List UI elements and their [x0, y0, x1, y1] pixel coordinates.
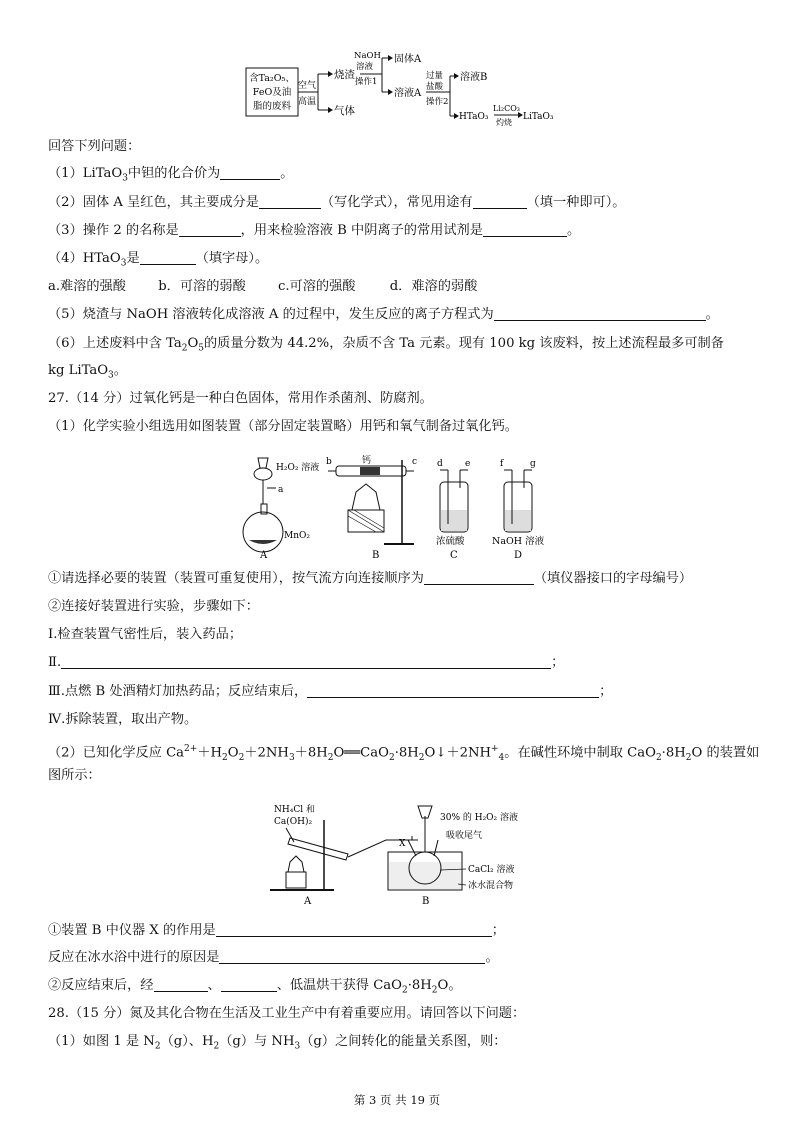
q27-q5e: O。 [437, 978, 462, 993]
label-tail-gas: 吸收尾气 [446, 831, 483, 841]
q26-s6c: 的质量分数为 44.2%，杂质不含 Ta 元素。现有 100 kg 该废料，按上述流程最多可制备 [204, 336, 724, 351]
q26-s4c: （填字母）。 [195, 251, 269, 266]
answer-blank[interactable] [216, 922, 492, 937]
apparatus-a [243, 458, 319, 561]
q27-q4a: 反应在冰水浴中进行的原因是 [48, 950, 220, 965]
q27-p2h: O↓＋2NH [424, 745, 491, 761]
q27-q5sub2: 2 [431, 985, 438, 996]
q26-options [48, 278, 477, 296]
flow-solution-a: 溶液A [394, 88, 422, 99]
label-calcium: 钙 [362, 456, 372, 466]
answer-blank[interactable] [61, 654, 551, 669]
flow-solution-b: 溶液B [460, 72, 488, 83]
q26-s6d: kg LiTaO [48, 363, 109, 378]
page-footer: 第 3 页 共 19 页 [353, 1093, 441, 1107]
q26-question-5 [48, 306, 719, 324]
q27-part1: （1）化学实验小组选用如图装置（部分固定装置略）用钙和氧气制备过氧化钙。 [48, 419, 518, 434]
q27-q3b: ； [491, 923, 505, 938]
answer-blank[interactable] [140, 250, 196, 265]
q27-sub4 [48, 949, 499, 967]
apparatus-d [492, 459, 545, 561]
q26-s1b: 中钽的化合价为 [127, 166, 221, 181]
q26-s3c: 。 [566, 223, 581, 238]
q28-p1c: （g）与 NH [219, 1034, 295, 1049]
q26-s5b: 。 [705, 307, 719, 322]
q27-step-1: Ⅰ.检查装置气密性后，装入药品； [48, 627, 243, 642]
q26-s1a: （1）LiTaO [48, 166, 123, 181]
q26-s2b: （写化学式），常见用途有 [320, 195, 473, 210]
q27-p2k: O 的装置如 [691, 745, 760, 761]
q26-question-2 [48, 194, 625, 212]
q27-p2d: ＋2NH [244, 745, 289, 761]
q26-intro: 回答下列问题： [48, 139, 141, 154]
q27-q3a: ①装置 B 中仪器 X 的作用是 [48, 923, 216, 938]
q26-question-6 [48, 335, 724, 358]
flow-litao3: LiTaO₃ [523, 112, 554, 122]
flow-naoh-top: NaOH [354, 51, 381, 61]
q28-part1 [48, 1033, 506, 1056]
flow-gas: 气体 [334, 105, 355, 117]
label-port-a: a [278, 485, 284, 495]
q26-question-3 [48, 222, 580, 240]
q27-p2e: ＋8H [294, 745, 328, 761]
q26-s6a: （6）上述废料中含 Ta [48, 336, 182, 351]
label-mno2: MnO₂ [284, 531, 310, 541]
q28-p1a: （1）如图 1 是 N [48, 1034, 155, 1049]
flow-roast-residue: 烧渣 [334, 69, 355, 81]
q27-p2g: ·8H [394, 745, 419, 761]
q26-s4b: 是 [126, 251, 140, 266]
process-flowchart [240, 48, 560, 126]
q28-title: 28.（15 分）氮及其化合物在生活及工业生产中有着重要应用。请回答以下问题： [48, 1006, 526, 1021]
q27-q1b: （填仪器接口的字母编号） [533, 571, 693, 586]
option-c: c.可溶的强酸 [277, 279, 356, 294]
answer-blank[interactable] [179, 222, 241, 237]
q26-question-6-cont [48, 362, 127, 385]
label-h2o2: H₂O₂ 溶液 [276, 463, 320, 473]
apparatus-b [326, 455, 417, 561]
answer-blank[interactable] [259, 194, 321, 209]
q26-s3b: ，用来检验溶液 B 中阴离子的常用试剂是 [240, 223, 483, 238]
answer-blank[interactable] [307, 683, 599, 698]
q27-q5c: 、低温烘干获得 CaO [276, 978, 402, 993]
q27-step-2 [48, 654, 564, 672]
q26-s6e: 。 [113, 363, 127, 378]
q27-p2f: O══CaO [333, 745, 389, 761]
label-port-d: d [437, 459, 443, 469]
q28-p1sub3: 3 [294, 1041, 301, 1052]
label-caoh2: Ca(OH)₂ [274, 817, 313, 827]
q26-s4a: （4）HTaO [48, 251, 121, 266]
flow-naoh-mid: 溶液 [356, 62, 374, 72]
q28-p1sub1: 2 [154, 1041, 161, 1052]
q26-question-4 [48, 250, 268, 273]
q27-q5b: 、 [207, 978, 221, 993]
q26-s6b: O [187, 336, 199, 351]
q27-p2sub7: 4 [498, 753, 505, 764]
q27-step3b: ； [599, 684, 613, 699]
q27-sub3 [48, 922, 505, 940]
apparatus-c [436, 459, 470, 561]
option-a: a.难溶的强酸 [48, 279, 126, 294]
q27-p2sub1: 2 [222, 753, 228, 764]
q27-q4b: 。 [485, 950, 499, 965]
q27-p2j: ·8H [661, 745, 686, 761]
q28-p1sub2: 2 [213, 1041, 220, 1052]
answer-blank[interactable] [494, 306, 706, 321]
q26-question-1 [48, 165, 293, 188]
q27-q5sub1: 2 [401, 985, 408, 996]
flow-box-line1: 含Ta₂O₅、 [249, 73, 295, 84]
q27-step-3 [48, 683, 612, 701]
q27-p2sub3: 3 [288, 753, 295, 764]
q26-s2c: （填一种即可）。 [526, 195, 626, 210]
label-x: X [399, 839, 406, 849]
label-port-b: b [326, 457, 332, 467]
answer-blank[interactable] [424, 570, 534, 585]
apparatus-2-a [270, 804, 418, 907]
q27-p2sub6: 2 [418, 753, 425, 764]
q27-step2b: ； [551, 655, 565, 670]
flow-air: 空气 [298, 81, 317, 91]
flow-high-temp: 高温 [298, 97, 317, 107]
q27-p2sub8: 2 [655, 753, 662, 764]
option-d: d．难溶的弱酸 [389, 279, 478, 294]
q27-title: 27.（14 分）过氧化钙是一种白色固体，常用作杀菌剂、防腐剂。 [48, 391, 433, 406]
label-h2o2-30: 30% 的 H₂O₂ 溶液 [440, 813, 519, 823]
q26-s1sub: 3 [122, 173, 128, 184]
q27-q5a: ②反应结束后，经 [48, 978, 154, 993]
flow-op1: 操作1 [355, 77, 378, 87]
flow-htao3: HTaO₃ [459, 112, 489, 122]
flow-calcine: 灼烧 [496, 118, 512, 126]
q27-step-4: Ⅳ.拆除装置，取出产物。 [48, 712, 198, 727]
flow-solid-a: 固体A [394, 54, 422, 65]
label-port-e: e [465, 459, 471, 469]
label-apparatus-2-a: A [304, 896, 312, 907]
q27-q5d: ·8H [407, 978, 432, 993]
q27-sub2: ②连接好装置进行实验，步骤如下： [48, 599, 259, 614]
q27-sub1 [48, 570, 692, 588]
option-b: b．可溶的弱酸 [158, 279, 246, 294]
q26-s3a: （3）操作 2 的名称是 [48, 223, 179, 238]
label-naoh-solution: NaOH 溶液 [492, 536, 545, 547]
q26-s1c: 。 [280, 166, 294, 181]
q28-p1d: （g）之间转化的能量关系图，则： [300, 1034, 507, 1049]
q27-p2sub4: 2 [327, 753, 334, 764]
answer-blank[interactable] [221, 977, 277, 992]
q26-s5a: （5）烧渣与 NaOH 溶液转化成溶液 A 的过程中，发生反应的离子方程式为 [48, 307, 494, 322]
answer-blank[interactable] [473, 194, 527, 209]
q27-p2a: （2）已知化学反应 Ca [48, 745, 185, 761]
q27-p2sub9: 2 [685, 753, 692, 764]
flow-op2: 操作2 [426, 97, 449, 107]
label-conc-h2so4: 浓硫酸 [436, 536, 465, 547]
label-port-c: c [412, 457, 418, 467]
answer-blank[interactable] [220, 165, 280, 180]
label-ice-water: 冰水混合物 [468, 881, 514, 891]
answer-blank[interactable] [219, 949, 485, 964]
answer-blank[interactable] [154, 977, 208, 992]
label-apparatus-a: A [260, 550, 268, 561]
label-cacl2: CaCl₂ 溶液 [468, 865, 515, 875]
flow-excess: 过量 [426, 71, 444, 81]
apparatus-2-b [388, 806, 518, 907]
label-apparatus-b: B [372, 550, 380, 561]
q27-p2c: O [227, 745, 239, 761]
apparatus-figure-1 [236, 452, 566, 562]
label-port-g: g [530, 459, 536, 469]
label-apparatus-d: D [514, 550, 523, 561]
label-apparatus-c: C [450, 550, 458, 561]
q27-part2 [48, 740, 759, 767]
q27-q1a: ①请选择必要的装置（装置可重复使用），按气流方向连接顺序为 [48, 571, 424, 586]
flow-li2co3: Li₂CO₃ [493, 104, 520, 113]
flow-hcl: 盐酸 [426, 82, 444, 92]
q27-step2a: Ⅱ. [48, 655, 62, 670]
q27-step3a: Ⅲ.点燃 B 处酒精灯加热药品；反应结束后， [48, 684, 308, 699]
q26-s4sub: 3 [120, 258, 127, 269]
label-nh4cl: NH₄Cl 和 [274, 805, 315, 815]
label-apparatus-2-b: B [422, 896, 430, 907]
q27-p2sup2: + [491, 744, 499, 754]
flow-box-line2: FeO及油 [252, 87, 292, 98]
q27-p2i: 。在碱性环境中制取 CaO [504, 745, 656, 761]
q26-s6sub2: 5 [198, 343, 204, 354]
q27-p2b: ＋H [197, 745, 223, 761]
flow-box-line3: 脂的废料 [252, 101, 292, 112]
q27-p2sub2: 2 [238, 753, 245, 764]
q26-s6sub1: 2 [181, 343, 188, 354]
q27-p2sub5: 2 [388, 753, 395, 764]
q27-sub5 [48, 977, 462, 1000]
q26-s2a: （2）固体 A 呈红色，其主要成分是 [48, 195, 259, 210]
label-port-f: f [500, 459, 504, 469]
q27-p2sup1: 2+ [184, 744, 198, 754]
q27-part2-cont: 图所示： [48, 768, 101, 783]
q28-p1b: （g）、H [160, 1034, 214, 1049]
q26-s6sub3: 3 [108, 370, 114, 381]
answer-blank[interactable] [483, 222, 567, 237]
apparatus-figure-2 [268, 800, 548, 908]
